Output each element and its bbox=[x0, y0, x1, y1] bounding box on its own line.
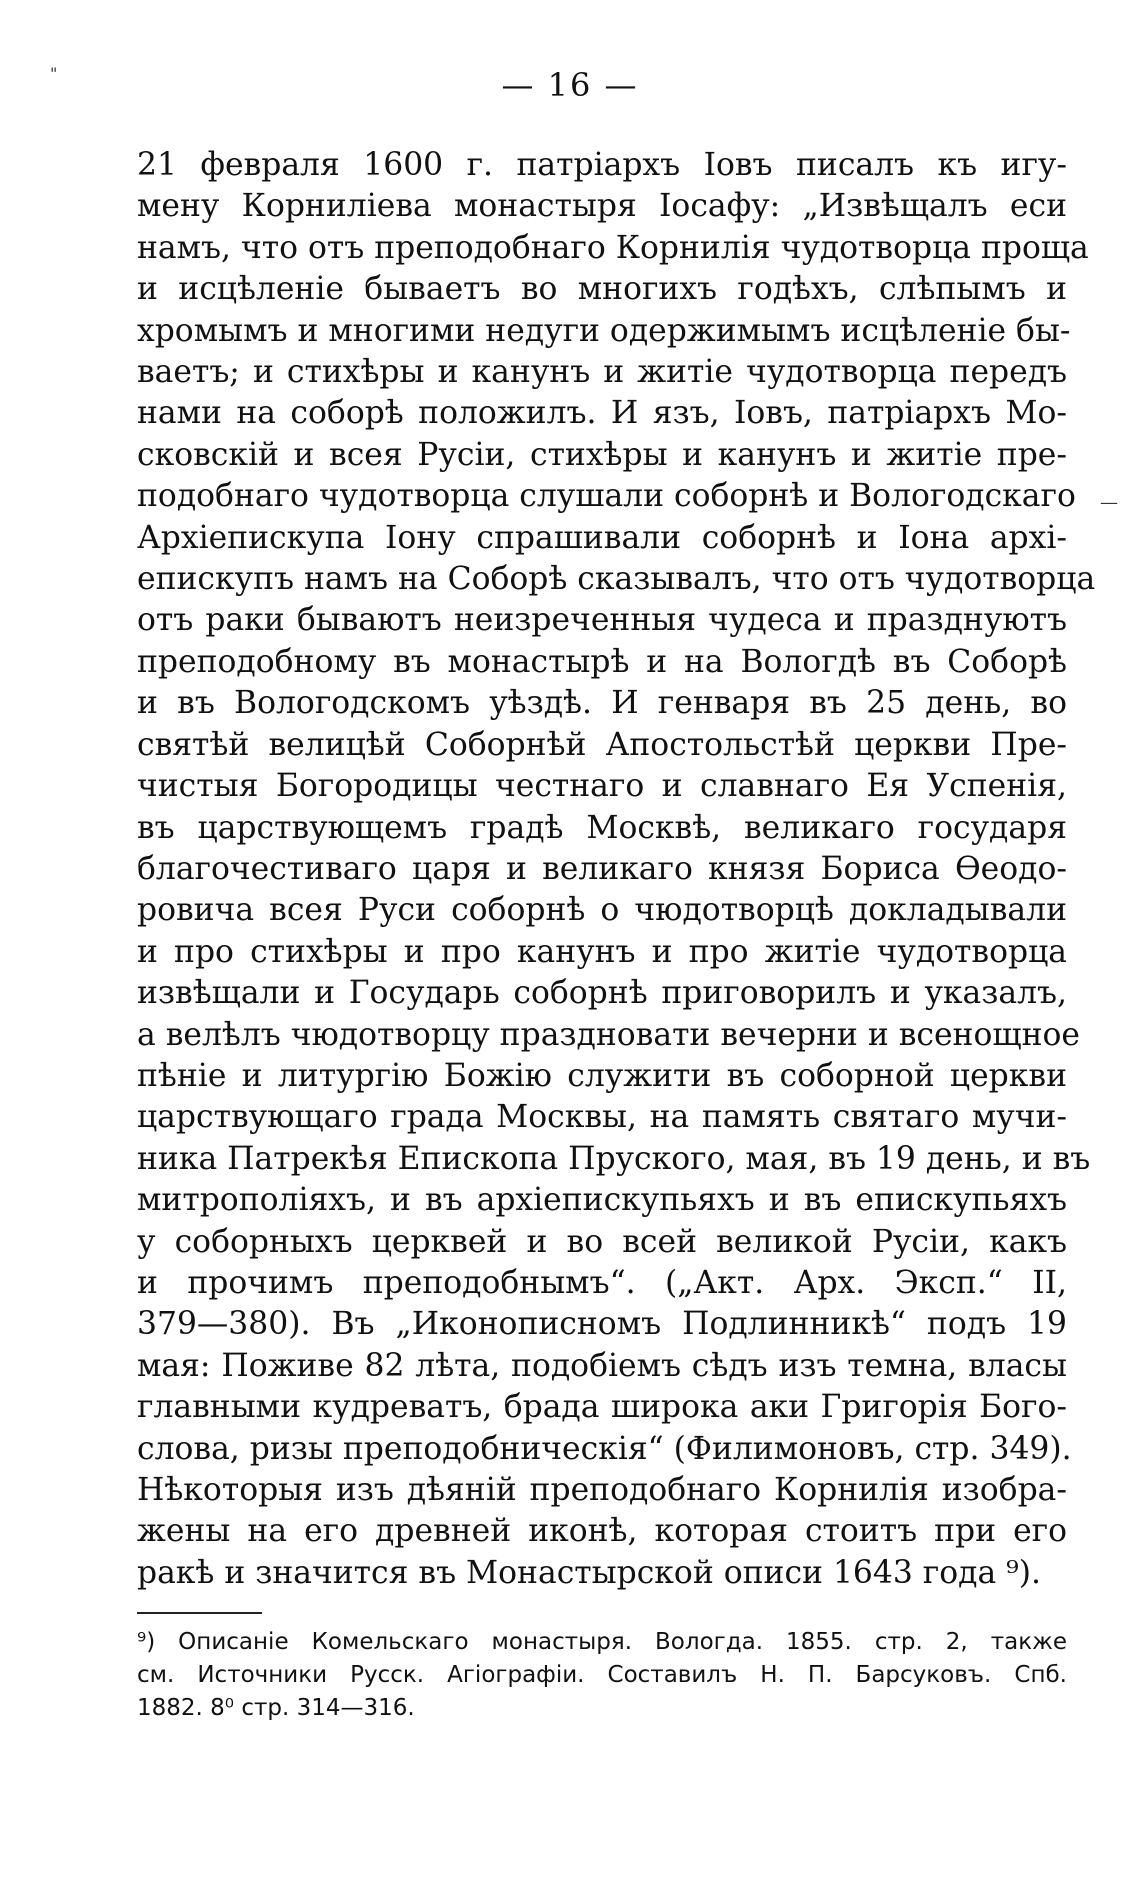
text-line: подобнаго чудотворца слушали соборнѣ и Вологодскаго bbox=[137, 478, 1076, 515]
text-line: 21 февраля 1600 г. патріархъ Іовъ писалъ къ игу- bbox=[137, 147, 1067, 183]
footnote-line: 1882. 8⁰ стр. 314—316. bbox=[137, 1695, 415, 1721]
footnote-line: см. Источники Русск. Агіографіи. Составилъ Н. П. Барсуковъ. Спб. bbox=[137, 1662, 1067, 1688]
text-line: и въ Вологодскомъ уѣздѣ. И генваря въ 25 день, во bbox=[137, 685, 1067, 722]
margin-mark: — bbox=[1100, 492, 1118, 513]
text-line: въ царствующемъ градѣ Москвѣ, великаго государя bbox=[137, 809, 1067, 846]
text-line: Нѣкоторыя изъ дѣяній преподобнаго Корнилія изобра- bbox=[137, 1472, 1067, 1508]
text-line: намъ, что отъ преподобнаго Корнилія чудотворца проща bbox=[137, 229, 1089, 266]
text-line: митрополіяхъ, и въ архіепискупьяхъ и въ епискупьяхъ bbox=[137, 1182, 1067, 1219]
text-line: преподобному въ монастырѣ и на Вологдѣ въ Соборѣ bbox=[137, 643, 1067, 680]
text-line: хромымъ и многими недуги одержимымъ исцѣленіе бы- bbox=[137, 312, 1071, 349]
text-line: а велѣлъ чюдотворцу праздновати вечерни и всенощное bbox=[137, 1016, 1080, 1053]
text-line: чистыя Богородицы честнаго и славнаго Ея Успенія, bbox=[137, 768, 1067, 805]
text-line: благочестиваго царя и великаго князя Бориса Ѳеодо- bbox=[137, 850, 1067, 887]
footnote-divider bbox=[137, 1612, 262, 1614]
text-line: Архіепискупа Іону спрашивали соборнѣ и Іона архі- bbox=[137, 519, 1067, 556]
text-line: мену Корниліева монастыря Іосафу: „Извѣщалъ еси bbox=[137, 188, 1067, 225]
page-number: — 16 — bbox=[501, 66, 639, 104]
text-line: святѣй велицѣй Соборнѣй Апостольстѣй церкви Пре- bbox=[137, 726, 1067, 763]
text-line: нами на соборѣ положилъ. И язъ, Іовъ, патріархъ Мо- bbox=[137, 395, 1067, 432]
text-line: извѣщали и Государь соборнѣ приговорилъ и указалъ, bbox=[137, 975, 1067, 1012]
text-line: 379—380). Въ „Иконописномъ Подлинникѣ“ подъ 19 bbox=[137, 1306, 1067, 1343]
text-line: епискупъ намъ на Соборѣ сказывалъ, что отъ чудотворца bbox=[137, 561, 1096, 598]
text-line: слова, ризы преподобническія“ (Филимоновъ, стр. 349). bbox=[137, 1430, 1072, 1467]
body-text bbox=[137, 145, 1096, 1594]
text-line: и про стихѣры и про канунъ и про житіе чудотворца bbox=[137, 933, 1067, 970]
text-line: ракѣ и значится въ Монастырской описи 1643 года ⁹). bbox=[137, 1554, 1041, 1591]
corner-mark: " bbox=[50, 64, 58, 83]
text-line: мая: Поживе 82 лѣта, подобіемъ сѣдъ изъ темна, власы bbox=[137, 1347, 1067, 1384]
text-line: ровича всея Руси соборнѣ о чюдотворцѣ докладывали bbox=[137, 892, 1067, 929]
text-line: ника Патрекѣя Епископа Пруского, мая, въ 19 день, и въ bbox=[137, 1140, 1091, 1177]
footnote-line: ⁹) Описаніе Комельскаго монастыря. Вологда. 1855. стр. 2, также bbox=[137, 1629, 1067, 1655]
text-line: царствующаго града Москвы, на память святаго мучи- bbox=[137, 1099, 1067, 1136]
text-line: у соборныхъ церквей и во всей великой Русіи, какъ bbox=[137, 1223, 1067, 1260]
text-line: главными кудреватъ, брада широка аки Григорія Бого- bbox=[137, 1389, 1067, 1426]
text-line: и исцѣленіе бываетъ во многихъ годѣхъ, слѣпымъ и bbox=[137, 271, 1067, 308]
text-line: жены на его древней иконѣ, которая стоитъ при его bbox=[137, 1513, 1067, 1550]
text-line: отъ раки бываютъ неизреченныя чудеса и празднуютъ bbox=[137, 602, 1067, 639]
text-line: и прочимъ преподобнымъ“. („Акт. Арх. Эксп.“ II, bbox=[137, 1264, 1067, 1301]
text-line: сковскій и всея Русіи, стихѣры и канунъ и житіе пре- bbox=[137, 436, 1067, 473]
text-line: ваетъ; и стихѣры и канунъ и житіе чудотворца передъ bbox=[137, 354, 1067, 391]
footnote bbox=[137, 1626, 1067, 1725]
text-line: пѣніе и литургію Божію служити въ соборной церкви bbox=[137, 1057, 1067, 1094]
